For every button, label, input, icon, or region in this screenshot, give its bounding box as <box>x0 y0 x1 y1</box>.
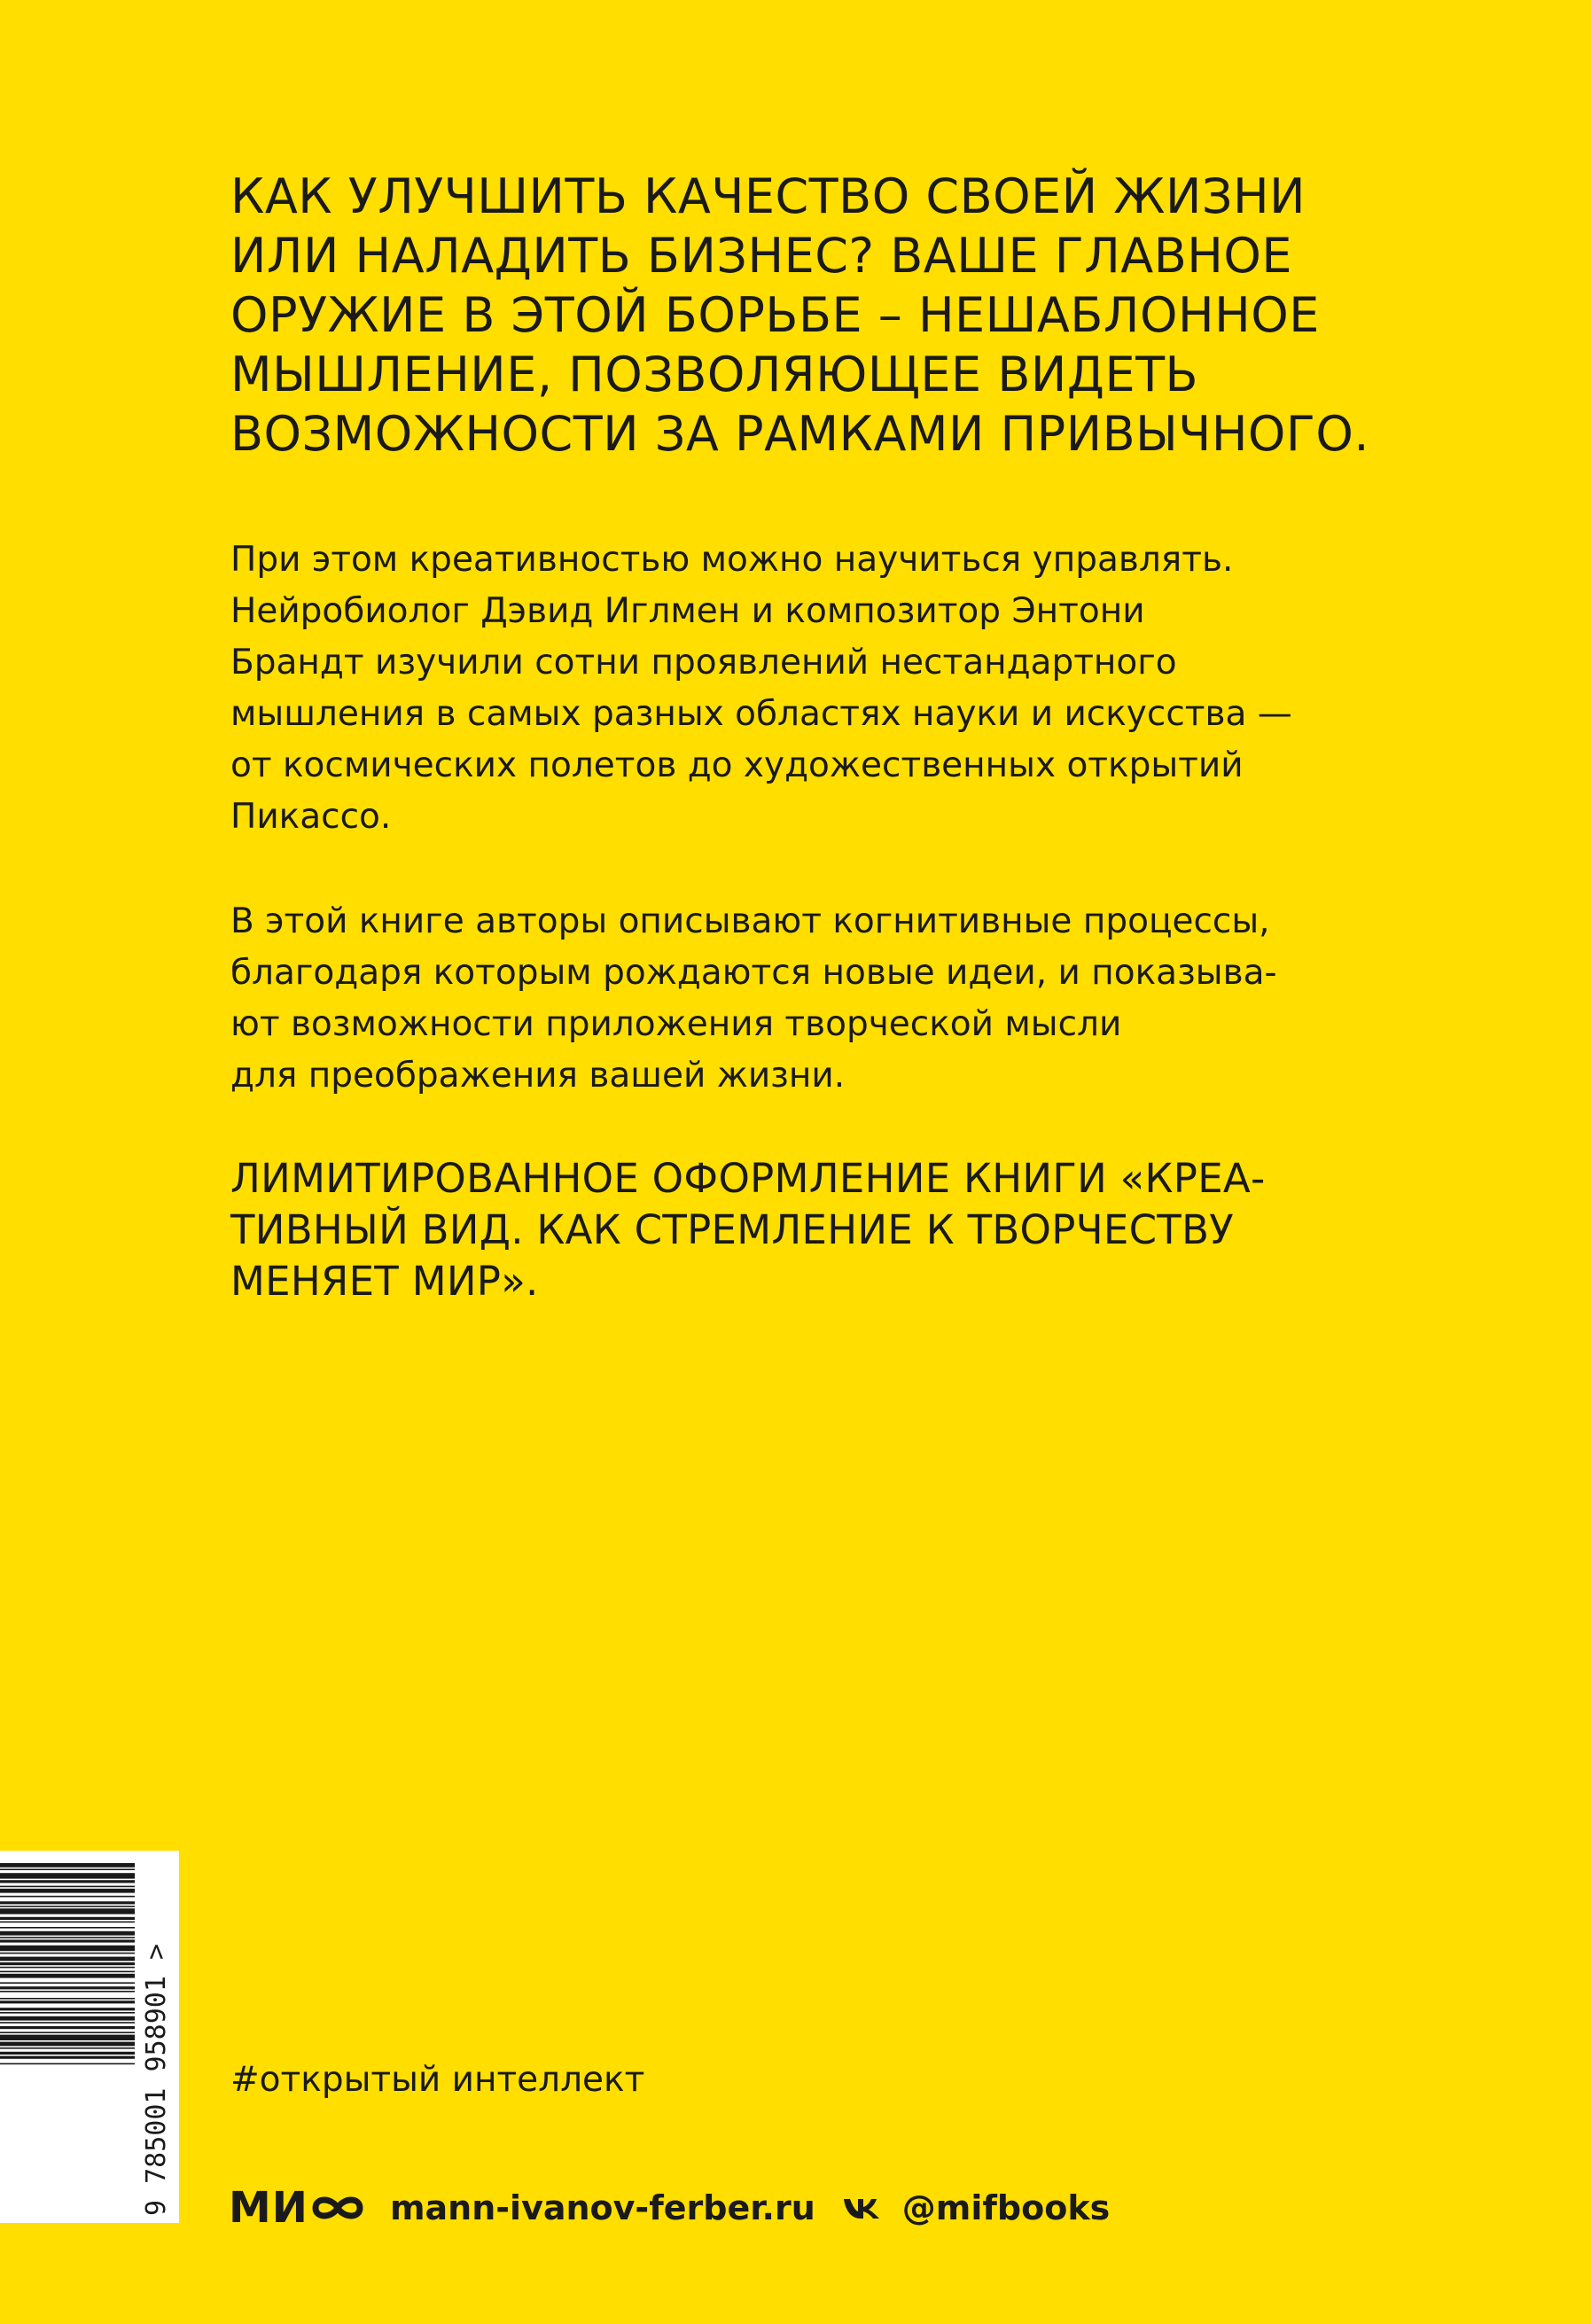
paragraph-line: Пикассо. <box>230 797 392 837</box>
headline-line: ИЛИ НАЛАДИТЬ БИЗНЕС? ВАШЕ ГЛАВНОЕ <box>230 228 1293 284</box>
barcode-bar <box>0 1889 135 1893</box>
headline-line: КАК УЛУЧШИТЬ КАЧЕСТВО СВОЕЙ ЖИЗНИ <box>230 168 1306 224</box>
barcode-bar <box>0 1931 135 1936</box>
barcode-bar <box>0 1886 135 1888</box>
barcode-bar <box>0 2022 135 2024</box>
barcode-bar <box>0 2063 135 2065</box>
barcode-bar <box>0 1962 135 1965</box>
barcode-bar <box>0 1986 135 1989</box>
description-paragraph-2 <box>230 896 1409 1102</box>
barcode-bar <box>0 2032 135 2033</box>
barcode-bar <box>0 1998 135 2000</box>
infinity-icon <box>310 2190 365 2226</box>
barcode-bar <box>0 2016 135 2021</box>
headline-line: ОРУЖИЕ В ЭТОЙ БОРЬБЕ – НЕШАБЛОННОЕ <box>230 287 1320 343</box>
barcode-digits: 9 785001 958901 > <box>141 1943 172 2216</box>
barcode-bar <box>0 1922 135 1923</box>
barcode-bar <box>0 2042 135 2047</box>
barcode-bar <box>0 1880 135 1883</box>
barcode-bar <box>0 1991 135 1993</box>
barcode-bar <box>0 1957 135 1961</box>
paragraph-line: от космических полетов до художественных открытий <box>230 745 1244 785</box>
barcode-bar <box>0 2000 135 2003</box>
series-hashtag: #открытый интеллект <box>230 2060 645 2100</box>
barcode-bar <box>0 2012 135 2014</box>
paragraph-line: В этой книге авторы описывают когнитивные процессы, <box>230 901 1270 941</box>
paragraph-line: Нейробиолог Дэвид Иглмен и композитор Энтони <box>230 591 1145 631</box>
vk-icon <box>842 2195 883 2220</box>
social-handle: @mifbooks <box>901 2188 1111 2227</box>
cover-text-block <box>230 167 1409 1307</box>
edition-note-line: МЕНЯЕТ МИР». <box>230 1258 539 1305</box>
isbn-barcode <box>0 1851 179 2223</box>
edition-note-line: ТИВНЫЙ ВИД. КАК СТРЕМЛЕНИЕ К ТВОРЧЕСТВУ <box>230 1206 1234 1253</box>
barcode-bar <box>0 1901 135 1904</box>
barcode-bar <box>0 2052 135 2055</box>
headline <box>230 167 1409 464</box>
publisher-logo <box>229 2181 365 2234</box>
barcode-bar <box>0 1863 135 1868</box>
barcode-bar <box>0 1937 135 1938</box>
description-paragraph-1 <box>230 534 1409 843</box>
barcode-bar <box>0 1906 135 1907</box>
barcode-bar <box>0 1939 135 1942</box>
publisher-footer <box>229 2179 1110 2237</box>
barcode-bar <box>0 1896 135 1898</box>
paragraph-line: для преображения вашей жизни. <box>230 1056 846 1096</box>
barcode-bar <box>0 1971 135 1973</box>
barcode-bar <box>0 1982 135 1984</box>
barcode-bar <box>0 1917 135 1920</box>
paragraph-line: При этом креативностью можно научиться управлять. <box>230 540 1234 580</box>
barcode-bar <box>0 1927 135 1929</box>
paragraph-line: ют возможности приложения творческой мысли <box>230 1004 1122 1044</box>
publisher-website: mann-ivanov-ferber.ru <box>389 2188 815 2227</box>
barcode-bar <box>0 1868 135 1870</box>
barcode-bar <box>0 1946 135 1951</box>
barcode-bar <box>0 2008 135 2010</box>
barcode-bar <box>0 1953 135 1954</box>
barcode-bar <box>0 2056 135 2059</box>
paragraph-line: мышления в самых разных областях науки и искусства — <box>230 694 1292 734</box>
barcode-bar <box>0 1873 135 1878</box>
barcode-bar <box>0 2047 135 2049</box>
barcode-bar <box>0 2026 135 2029</box>
publisher-logo-text: МИ <box>229 2183 308 2233</box>
barcode-bar <box>0 1908 135 1914</box>
barcode-bar <box>0 2035 135 2040</box>
paragraph-line: благодаря которым рождаются новые идеи, и показыва- <box>230 953 1277 993</box>
barcode-bar <box>0 1967 135 1969</box>
headline-line: МЫШЛЕНИЕ, ПОЗВОЛЯЮЩЕЕ ВИДЕТЬ <box>230 347 1199 402</box>
edition-note <box>230 1153 1409 1307</box>
headline-line: ВОЗМОЖНОСТИ ЗА РАМКАМИ ПРИВЫЧНОГО. <box>230 406 1370 462</box>
paragraph-line: Брандт изучили сотни проявлений нестандартного <box>230 643 1177 682</box>
barcode-bar <box>0 1974 135 1978</box>
edition-note-line: ЛИМИТИРОВАННОЕ ОФОРМЛЕНИЕ КНИГИ «КРЕА- <box>230 1155 1266 1202</box>
